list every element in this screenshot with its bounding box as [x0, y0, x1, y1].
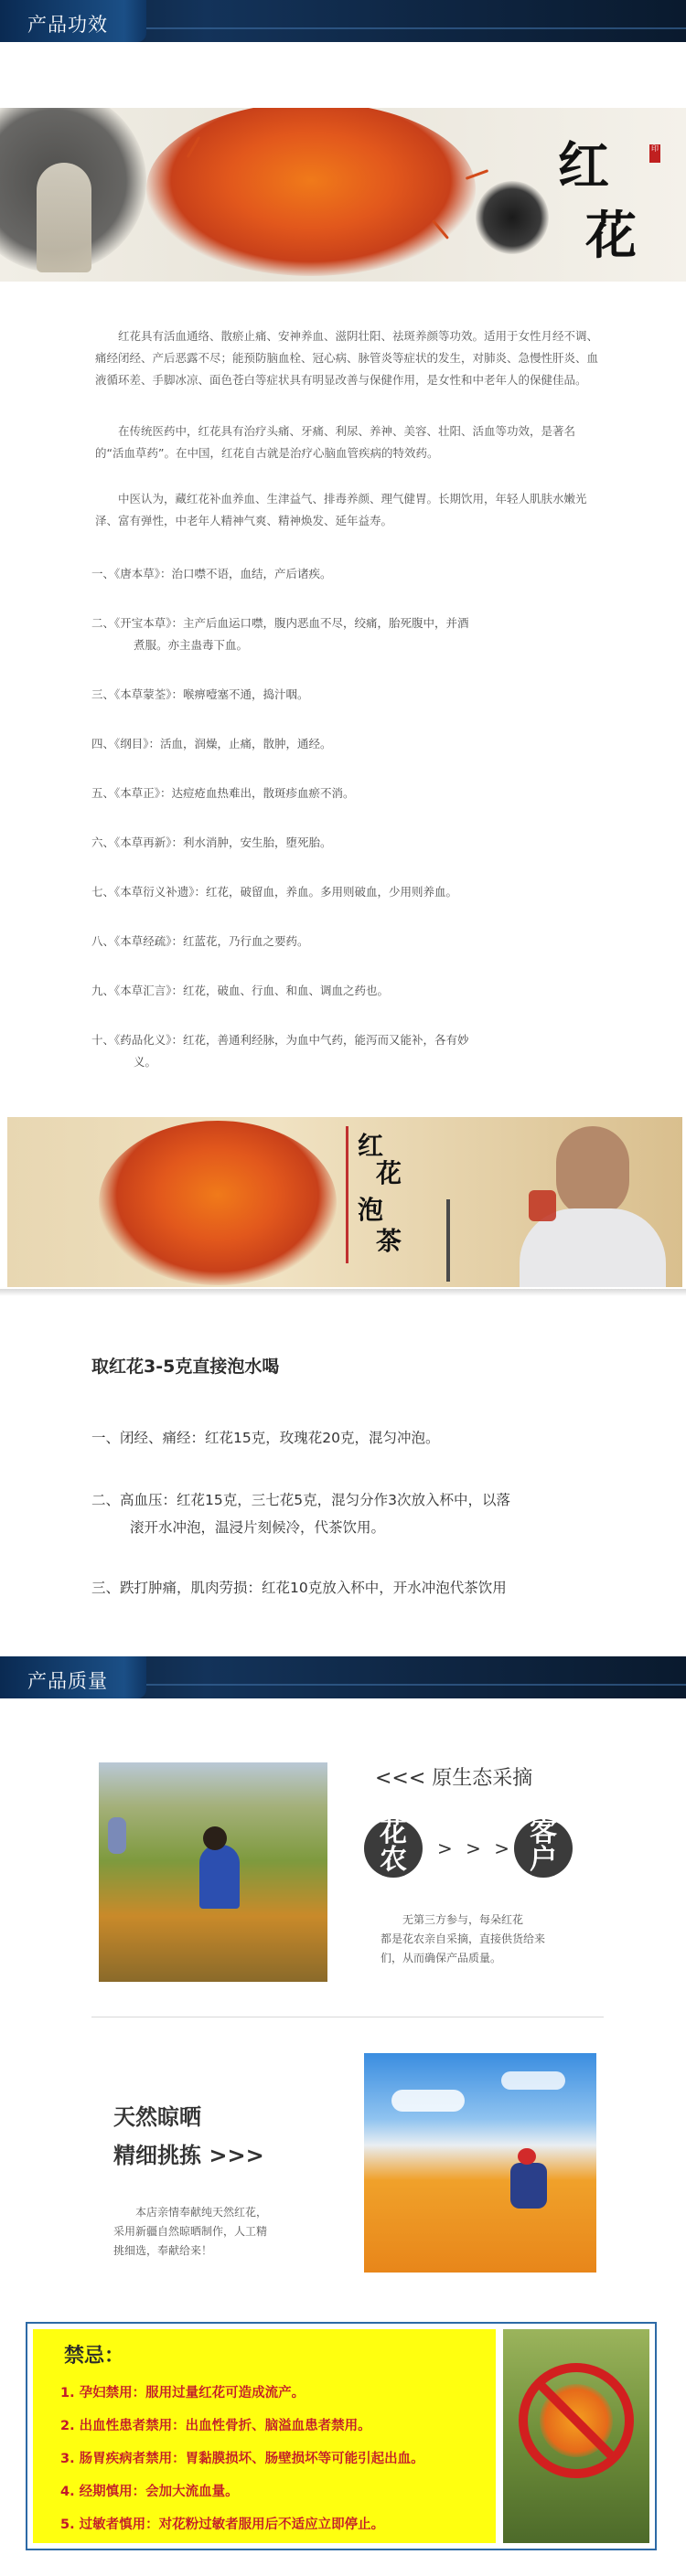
calligraphy-char: 泡	[358, 1195, 384, 1225]
section-title: 产品功效	[27, 14, 108, 36]
citation-item	[91, 1029, 604, 1073]
citation-continuation: 义。	[134, 1055, 157, 1069]
note-line: 们，从而确保产品质量。	[381, 1952, 502, 1964]
ink-bowl	[476, 181, 549, 254]
note-line: 都是花农亲自采摘，直接供货给来	[381, 1932, 546, 1945]
brewing-title: 取红花3-5克直接泡水喝	[91, 1357, 280, 1377]
warning-item: 3. 肠胃疾病者禁用：胃黏膜损坏、肠壁损坏等可能引起出血。	[60, 2452, 424, 2466]
citation-text: 二、《开宝本草》：主产后血运口噤，腹内恶血不尽，绞痛，胎死腹中，并酒	[91, 616, 469, 630]
header-stripe	[146, 1684, 686, 1686]
flow-arrows: > > >	[437, 1837, 513, 1859]
dry-note	[113, 2203, 333, 2261]
brewing-continuation: 滚开水冲泡，温浸片刻候冷，代茶饮用。	[130, 1519, 386, 1536]
badge-char: 客	[530, 1816, 557, 1848]
intro-paragraph: 中医认为，藏红花补血养血、生津益气、排毒养颜、理气健胃。长期饮用，年轻人肌肤水嫩光泽、富有弹性，中老年人精神气爽、精神焕发、延年益寿。	[95, 492, 587, 527]
brewing-text: 三、跌打肿痛，肌肉劳损：红花10克放入杯中，开水冲泡代茶饮用	[91, 1580, 507, 1596]
citation-text: 三、《本草蒙荃》：喉痹噎塞不通，捣汁咽。	[91, 687, 309, 701]
badge-char: 农	[380, 1844, 407, 1876]
warning-item: 2. 出血性患者禁用：出血性骨折、脑溢血患者禁用。	[60, 2419, 371, 2433]
vertical-calligraphy	[346, 1126, 410, 1263]
calligraphy-char: 茶	[376, 1226, 402, 1256]
warning-item: 4. 经期慎用：会加大流血量。	[60, 2485, 239, 2499]
citation-item	[91, 980, 604, 1002]
citation-item	[91, 931, 604, 953]
warning-panel	[33, 2329, 496, 2543]
section-title: 产品质量	[27, 1670, 108, 1692]
banner-shadow	[0, 1289, 686, 1296]
badge-char: 花	[380, 1816, 407, 1848]
citation-item	[91, 782, 604, 804]
warning-title: 禁忌：	[64, 2345, 125, 2368]
red-seal-stamp: 印	[649, 144, 660, 163]
prohibited-icon	[503, 2329, 649, 2543]
pick-note	[381, 1911, 600, 1968]
citation-item	[91, 733, 604, 755]
citation-text: 五、《本草正》：达痘疮血热难出，散斑疹血瘀不消。	[91, 786, 355, 800]
farmer-badge	[364, 1816, 423, 1878]
header-stripe	[146, 27, 686, 29]
citation-continuation: 煮服。亦主蛊毒下血。	[134, 638, 249, 652]
note-line: 无第三方参与，每朵红花	[402, 1913, 524, 1926]
calligraphy-char: 红	[358, 1131, 384, 1161]
citation-text: 六、《本草再新》：利水消肿，安生胎，堕死胎。	[91, 836, 332, 849]
citation-text: 七、《本草衍义补遗》：红花，破留血，养血。多用则破血，少用则养血。	[91, 885, 458, 899]
badge-char: 户	[530, 1844, 557, 1876]
section-header-efficacy	[0, 0, 686, 42]
dry-title-2: 精细挑拣 >>>	[113, 2143, 264, 2168]
intro-paragraph: 在传统医药中，红花具有治疗头痛、牙痛、利尿、养神、美容、壮阳、活血等功效，是著名的“活血草药”。在中国，红花自古就是治疗心脑血管疾病的特效药。	[95, 424, 576, 460]
customer-badge	[514, 1816, 573, 1878]
pick-title: <<< 原生态采摘	[375, 1767, 533, 1790]
warning-item: 5. 过敏者慎用：对花粉过敏者服用后不适应立即停止。	[60, 2517, 385, 2532]
note-line: 挑细选，奉献给来！	[113, 2244, 213, 2257]
brewing-item	[91, 1486, 613, 1541]
safflower-tea-banner	[7, 1117, 682, 1287]
citation-item	[91, 832, 604, 854]
section-header-quality	[0, 1656, 686, 1698]
section-tab	[0, 0, 146, 42]
citation-text: 十、《药品化义》：红花，善通利经脉，为血中气药，能泻而又能补，各有妙	[91, 1033, 469, 1047]
prohibited-flower-image	[503, 2329, 649, 2543]
citation-text: 一、《唐本草》：治口噤不语，血结，产后诸疾。	[91, 567, 332, 580]
contraindication-box	[26, 2322, 657, 2550]
brewing-item	[91, 1424, 613, 1452]
citation-item	[91, 881, 604, 903]
calligraphy-char: 花	[376, 1158, 402, 1188]
farmers-picking-photo	[99, 1762, 327, 1982]
note-line: 采用新疆自然晾晒制作，人工精	[113, 2225, 268, 2238]
calligraphy-char: 红	[558, 136, 609, 197]
intro-paragraph: 红花具有活血通络、散瘀止痛、安神养血、滋阴壮阳、祛斑养颜等功效。适用于女性月经不调、痛经闭经、产后恶露不尽；能预防脑血栓、冠心病、脉管炎等症状的发生，对肺炎、急慢性肝炎、血液循环差、手脚冰凉、面色苍白等症状具有明显改善与保健作用，是女性和中老年人的保健佳品。	[95, 329, 599, 387]
brewing-item	[91, 1574, 613, 1602]
citation-item	[91, 563, 604, 585]
safflower-pile-image	[146, 108, 476, 276]
safflower-hero-banner	[0, 108, 686, 282]
citation-item	[91, 684, 604, 706]
brewing-text: 一、闭经、痛经：红花15克，玫瑰花20克，混匀冲泡。	[91, 1430, 440, 1446]
sun-drying-photo	[364, 2053, 596, 2273]
warning-item: 1. 孕妇禁用：服用过量红花可造成流产。	[60, 2386, 305, 2400]
section-tab	[0, 1656, 146, 1698]
brewing-text: 二、高血压：红花15克，三七花5克，混匀分作3次放入杯中，以落	[91, 1492, 510, 1508]
man-portrait	[520, 1126, 666, 1287]
citation-item	[91, 612, 604, 656]
citation-text: 八、《本草经疏》：红蓝花，乃行血之要药。	[91, 934, 309, 948]
dry-title-1: 天然晾晒	[113, 2104, 201, 2130]
citation-text: 九、《本草汇言》：红花，破血、行血、和血、调血之药也。	[91, 984, 390, 997]
cross-stand	[446, 1199, 450, 1282]
note-line: 本店亲情奉献纯天然红花，	[135, 2206, 268, 2219]
safflower-plate-image	[99, 1121, 337, 1285]
citation-text: 四、《纲目》：活血，润燥，止痛，散肿，通经。	[91, 737, 332, 750]
painted-figure	[37, 163, 91, 272]
calligraphy-char: 花	[585, 206, 637, 266]
